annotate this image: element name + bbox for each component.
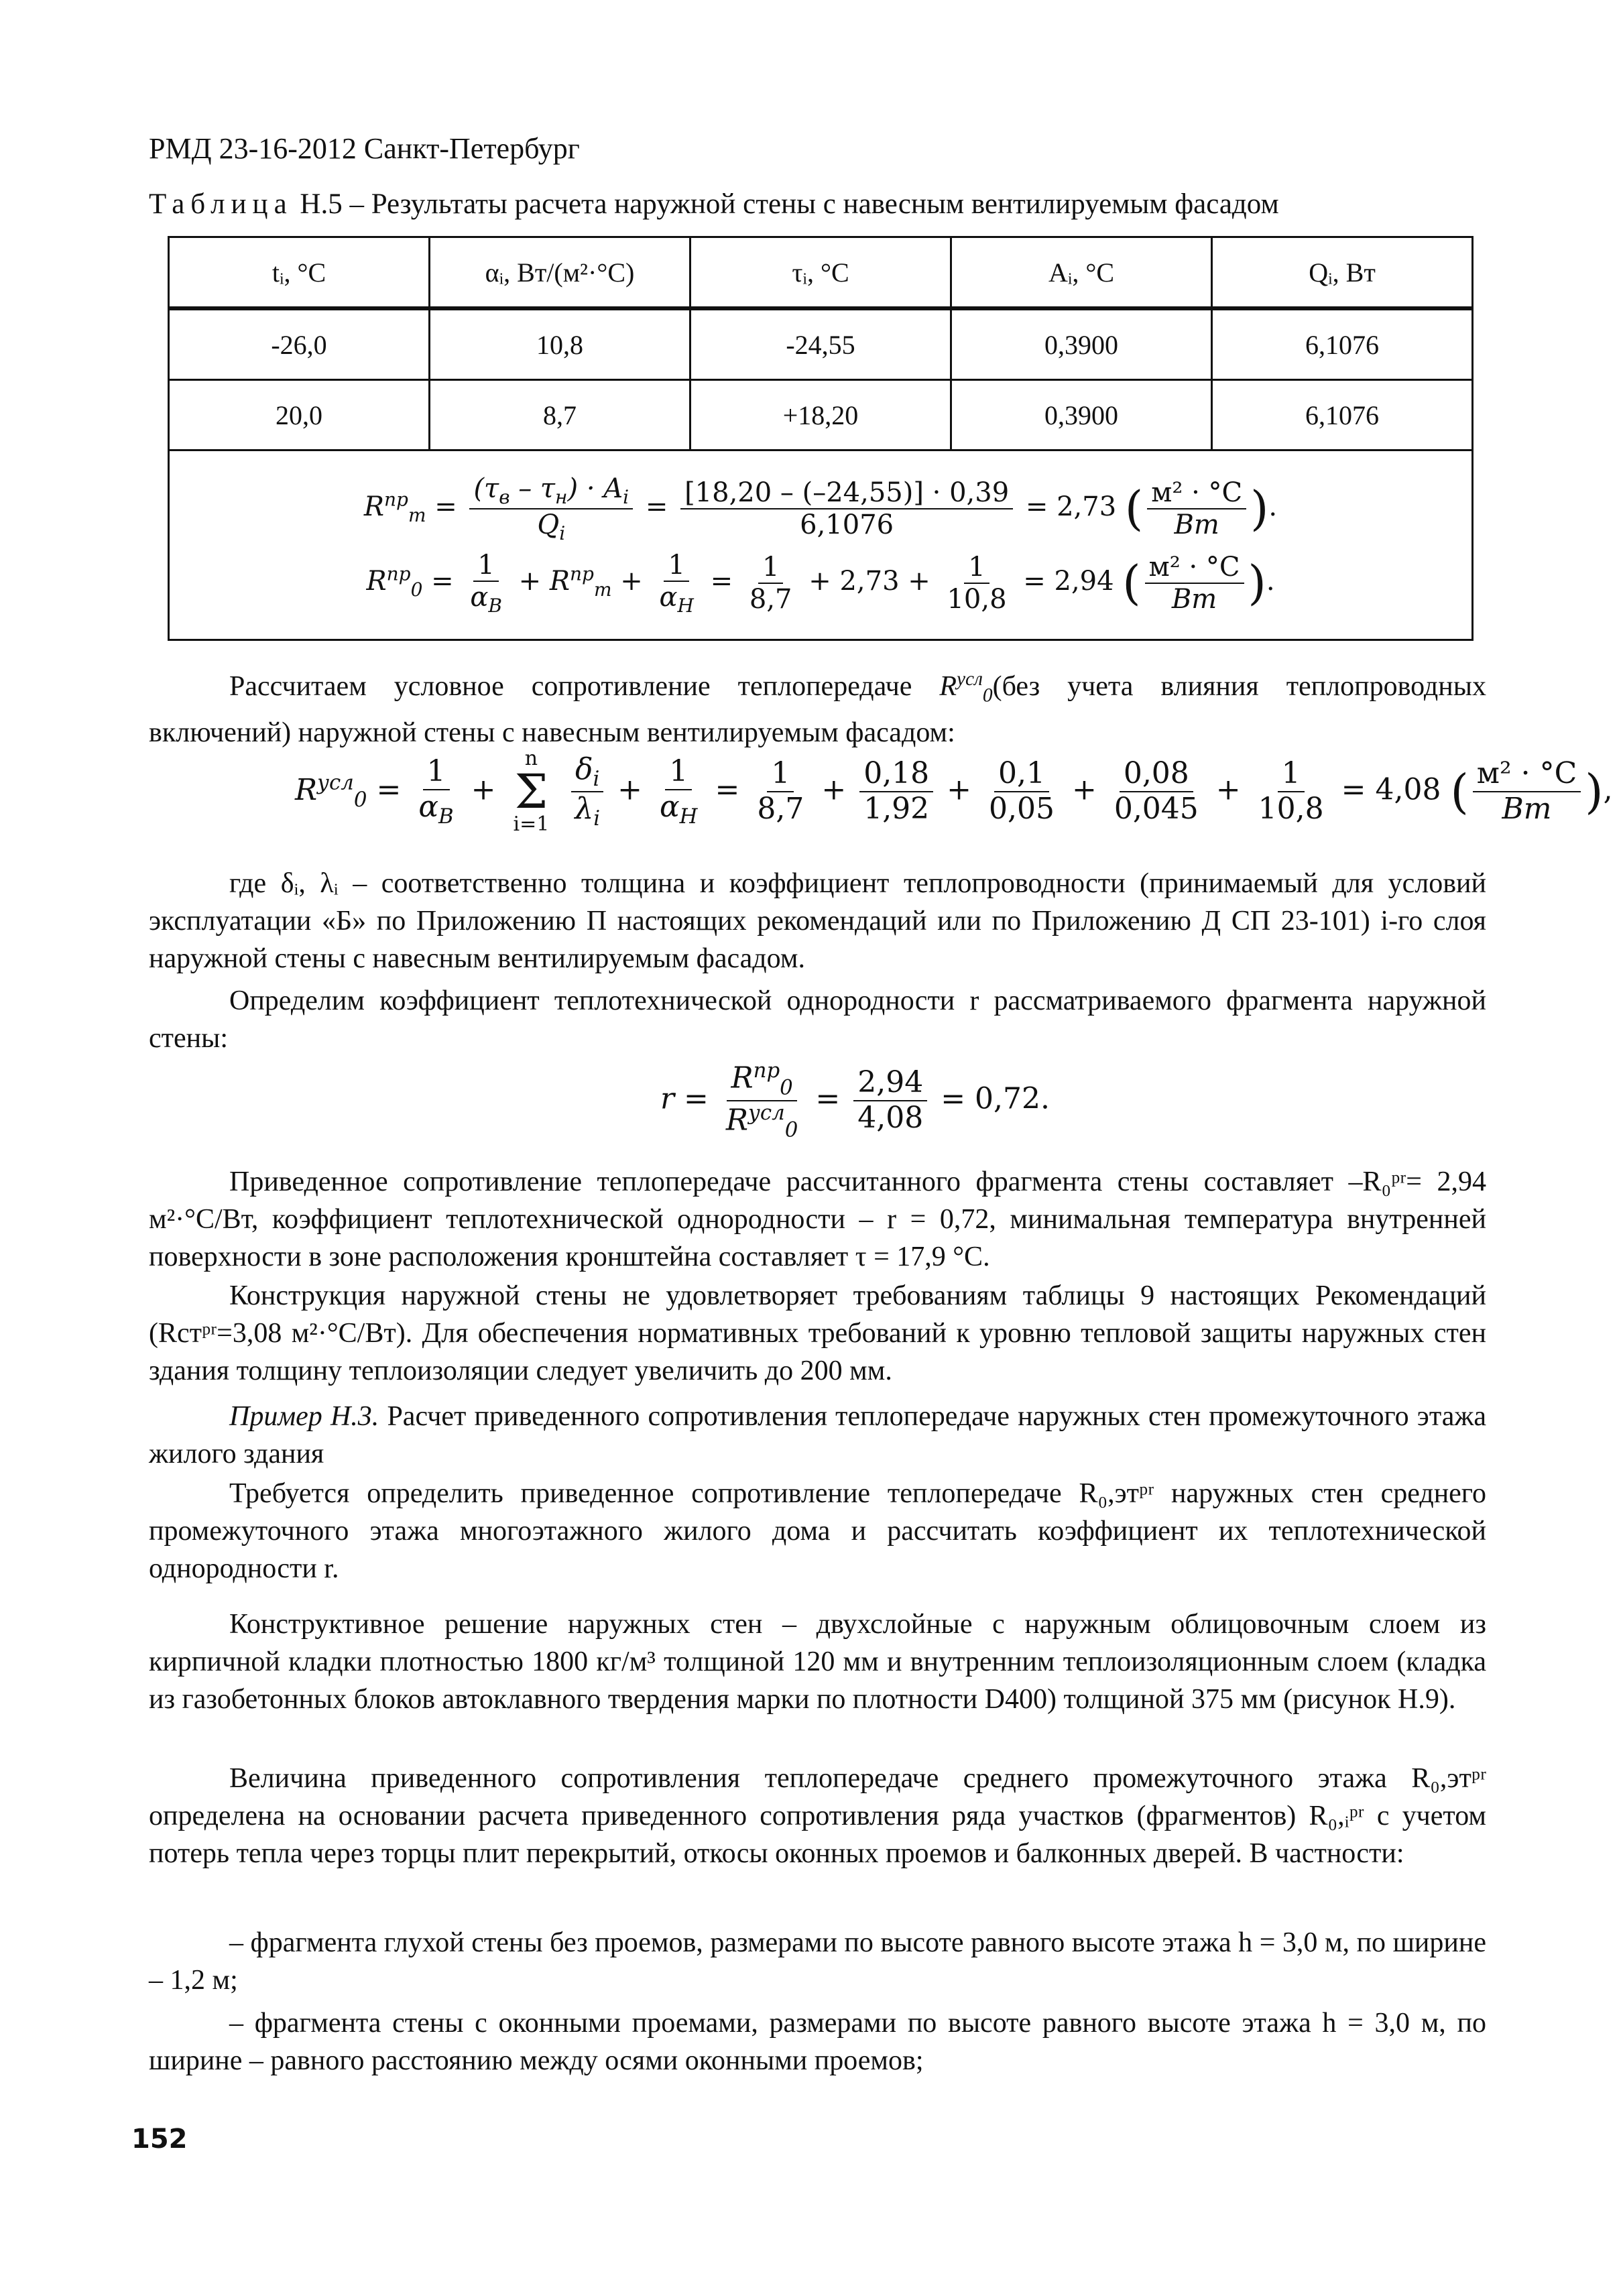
table-cell: 6,1076 — [1212, 380, 1473, 450]
table-cell: 0,3900 — [951, 308, 1212, 380]
list-item: – фрагмента стены с оконными проемами, размерами по высоте равного высоте этажа h = 3,0 м, по ширине – равного расстоянию между осями оконными проемов; — [149, 2008, 1486, 2076]
paragraph-construction: Конструктивное решение наружных стен – двухслойные с наружным облицовочным слоем из кирпичной кладки плотностью 1800 кг/м³ толщиной 120 мм и внутренним теплоизоляционным слоем (кладка из газобетонных блоков автоклавного твердения марки по плотности D400) толщиной 375 мм (рисунок Н.9). — [149, 1609, 1486, 1715]
page-number: 152 — [131, 2124, 188, 2155]
header-cell-t: tᵢ, °C — [169, 237, 430, 309]
list-item: – фрагмента глухой стены без проемов, размерами по высоте равного высоте этажа h = 3,0 м, по ширине – 1,2 м; — [149, 1927, 1486, 1996]
table-cell: 10,8 — [430, 308, 690, 380]
paragraph-definitions: где δᵢ, λᵢ – соответственно толщина и коэффициент теплопроводности (принимаемый для условий эксплуатации «Б» по Приложению П настоящих рекомендаций или по Приложению Д СП 23-101) i-го слоя наружной стены с навесным вентилируемым фасадом. — [149, 868, 1486, 974]
paragraph-fragments: Величина приведенного сопротивления теплопередаче среднего промежуточного этажа R₀,этᵖʳ определена на основании расчета приведенного сопротивления ряда участков (фрагментов) R₀,ᵢᵖʳ с учетом потерь тепла через торцы плит перекрытий, откосы оконных проемов и балконных дверей. В частности: — [149, 1763, 1486, 1869]
caption-text: Н.5 – Результаты расчета наружной стены с навесным вентилируемым фасадом — [292, 188, 1279, 220]
paragraph-example-title: Пример Н.3. Расчет приведенного сопротивления теплопередаче наружных стен промежуточного этажа жилого здания — [149, 1401, 1486, 1469]
table-cell: 20,0 — [169, 380, 430, 450]
paragraph-task: Требуется определить приведенное сопротивление теплопередаче R₀,этᵖʳ наружных стен среднего промежуточного этажа многоэтажного жилого дома и рассчитать коэффициент их теплотехнической однородности r. — [149, 1478, 1486, 1584]
paragraph-result: Приведенное сопротивление теплопередаче рассчитанного фрагмента стены составляет –R₀ᵖʳ= 2,94 м²·°С/Вт, коэффициент теплотехнической однородности – r = 0,72, минимальная температура внутренней поверхности в зоне расположения кронштейна составляет τ = 17,9 °С. — [149, 1166, 1486, 1272]
table-cell: -26,0 — [169, 308, 430, 380]
table-row — [169, 308, 1473, 380]
caption-prefix: Таблица — [149, 188, 293, 220]
header-cell-alpha: αᵢ, Вт/(м²·°С) — [430, 237, 690, 309]
table-cell: 6,1076 — [1212, 308, 1473, 380]
header-cell-q: Qᵢ, Вт — [1212, 237, 1473, 309]
header-cell-tau: τᵢ, °С — [690, 237, 951, 309]
paragraph-uniformity: Определим коэффициент теплотехнической однородности r рассматриваемого фрагмента наружной стены: — [149, 985, 1486, 1054]
table-formula-row — [169, 450, 1473, 640]
table-cell: -24,55 — [690, 308, 951, 380]
formula-rm: $R^{пр}_m$ = $\frac{(\tau_в - \tau_н) \cdot A_i}{Q_i}$ = $\frac{[18,20 - (-24,55)] \cdot 0,39}{6,1076}$ = 2,73 ( $\frac{\text{м² · °С}}{Вт}$ ). — [363, 473, 1278, 544]
table-cell: 8,7 — [430, 380, 690, 450]
formula-r0: $R^{пр}_0$ = $\frac{1}{\alpha_В}$ + $R^{пр}_m$ + $\frac{1}{\alpha_Н}$ = $\frac{1}{8,7}$ + 2,73 + $\frac{1}{10,8}$ = 2,94 ( $\frac{\text{м² · °С}}{Вт}$ ). — [366, 550, 1275, 617]
formula-cell — [169, 450, 1473, 640]
equation-r: r = $\frac{R^{пр}_0}{R^{усл}_0}$ = $\frac{2,94}{4,08}$ = 0,72. — [660, 1059, 1050, 1142]
table-caption — [149, 188, 1279, 221]
page-header: РМД 23-16-2012 Санкт-Петербург — [149, 132, 580, 165]
table-row — [169, 380, 1473, 450]
paragraph-conclusion: Конструкция наружной стены не удовлетворяет требованиям таблицы 9 настоящих Рекомендаций (Rстᵖʳ=3,08 м²·°С/Вт). Для обеспечения нормативных требований к уровню тепловой защиты наружных стен здания толщину теплоизоляции следует увеличить до 200 мм. — [149, 1280, 1486, 1386]
equation-r-usl: $R^{усл}_0$ = $\frac{1}{\alpha_В}$ + n Σ i=1 $\frac{\delta_i}{\lambda_i}$ + $\frac{1}{\alpha_Н}$ = $\frac{1}{8,7}$ + $\frac{0,18}{1,92}$ + $\frac{0,1}{0,05}$ + $\frac{0,08}{0,045}$ + $\frac{1}{10,8}$ = 4,08 ( $\frac{\text{м² · °С}}{Вт}$ ), — [295, 747, 1613, 836]
results-table — [168, 236, 1474, 641]
table-cell: +18,20 — [690, 380, 951, 450]
header-cell-a: Aᵢ, °С — [951, 237, 1212, 309]
table-header-row — [169, 237, 1473, 309]
paragraph-intro: Рассчитаем условное сопротивление теплопередаче $R^{усл}_0(без$ учета влияния теплопроводных включений) наружной стены с навесным вентилируемым фасадом: — [149, 668, 1486, 749]
table-cell: 0,3900 — [951, 380, 1212, 450]
